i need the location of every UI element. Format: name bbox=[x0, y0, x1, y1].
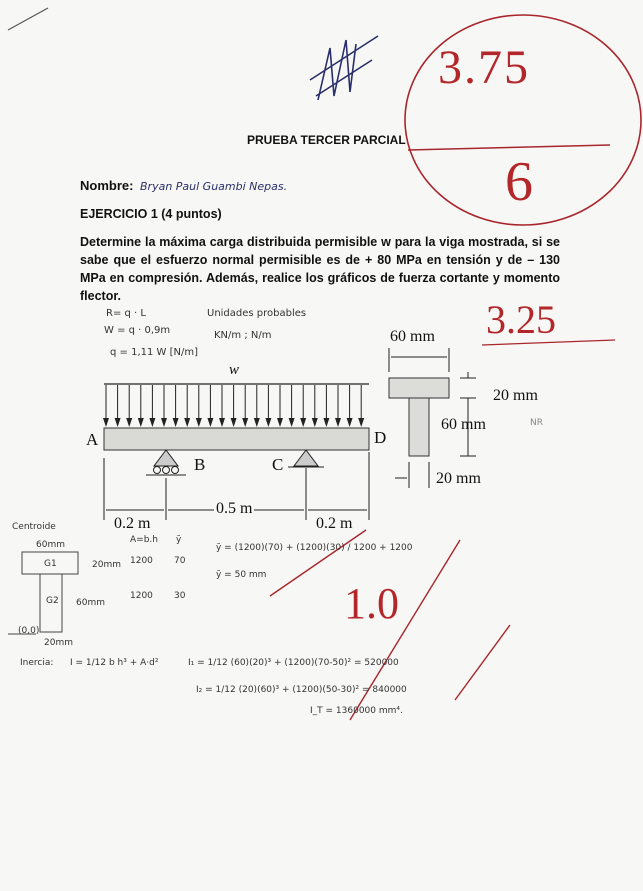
load-arrow-head bbox=[103, 418, 109, 427]
dim-mid: 0.5 m bbox=[216, 500, 253, 517]
exercise-statement: Determine la máxima carga distribuida permisible w para la viga mostrada, si se sabe que el esfuerzo normal permisible es de + 80 MPa en tensión y de – 130 MPa en compresión. Además, realice los gráficos de fuerza cortante y momento flector. bbox=[80, 235, 560, 303]
support-b bbox=[154, 450, 178, 466]
note-units-label: Unidades probables bbox=[207, 308, 307, 319]
centroid-r2-area: 1200 bbox=[130, 591, 153, 601]
centroid-bottom-width: 20mm bbox=[44, 638, 73, 648]
section-mark: NR bbox=[530, 418, 543, 428]
load-arrow-head bbox=[265, 418, 271, 427]
centroid-part1: G1 bbox=[44, 559, 57, 569]
load-arrow-head bbox=[289, 418, 295, 427]
centroid-origin: (0,0) bbox=[18, 626, 40, 636]
section-flange: 20 mm bbox=[493, 387, 538, 404]
load-arrow-head bbox=[347, 418, 353, 427]
name-label: Nombre: bbox=[80, 178, 134, 193]
load-arrow-head bbox=[196, 418, 202, 427]
load-arrow-head bbox=[207, 418, 213, 427]
side-score: 1.0 bbox=[344, 579, 399, 628]
inertia-total: I_T = 1360000 mm⁴. bbox=[310, 706, 403, 716]
note-units: KN/m ; N/m bbox=[214, 330, 272, 341]
load-arrow-head bbox=[184, 418, 190, 427]
support-c bbox=[294, 450, 318, 466]
load-arrow-head bbox=[312, 418, 318, 427]
note-q: q = 1,11 W [N/m] bbox=[110, 347, 198, 358]
partial-score: 3.25 bbox=[486, 297, 556, 342]
section-web-width: 20 mm bbox=[436, 470, 481, 487]
t-web bbox=[409, 398, 429, 456]
load-arrow-head bbox=[173, 418, 179, 427]
load-arrow-head bbox=[300, 418, 306, 427]
centroid-col-y: ȳ bbox=[176, 535, 182, 545]
note-r: R= q · L bbox=[106, 308, 146, 319]
page-title: PRUEBA TERCER PARCIAL bbox=[247, 133, 406, 147]
inertia-i2: I₂ = 1/12 (20)(60)³ + (1200)(50-30)² = 840000 bbox=[196, 685, 407, 695]
load-arrow-head bbox=[254, 418, 260, 427]
point-b-label: B bbox=[194, 455, 206, 474]
load-arrow-head bbox=[219, 418, 225, 427]
load-arrow-head bbox=[277, 418, 283, 427]
inertia-label: Inercia: bbox=[20, 658, 54, 668]
dim-right: 0.2 m bbox=[316, 515, 353, 532]
section-web-height: 60 mm bbox=[441, 416, 486, 433]
centroid-r1-area: 1200 bbox=[130, 556, 153, 566]
load-arrow-head bbox=[138, 418, 144, 427]
dim-left: 0.2 m bbox=[114, 515, 151, 532]
centroid-part2: G2 bbox=[46, 596, 59, 606]
load-arrow-head bbox=[323, 418, 329, 427]
inertia-formula: I = 1/12 b h³ + A·d² bbox=[70, 658, 159, 668]
load-arrow-head bbox=[149, 418, 155, 427]
grade-numerator: 3.75 bbox=[438, 41, 530, 94]
load-arrow-head bbox=[115, 418, 121, 427]
point-c-label: C bbox=[272, 455, 284, 474]
load-label: w bbox=[229, 362, 240, 378]
centroid-r1-y: 70 bbox=[174, 556, 186, 566]
centroid-ybar-eq: ȳ = (1200)(70) + (1200)(30) / 1200 + 1200 bbox=[216, 543, 413, 553]
inertia-i1: I₁ = 1/12 (60)(20)³ + (1200)(70-50)² = 520000 bbox=[188, 658, 399, 668]
centroid-label: Centroide bbox=[12, 522, 56, 532]
centroid-ybar: ȳ = 50 mm bbox=[216, 570, 267, 580]
student-name: Bryan Paul Guambi Nepas. bbox=[140, 180, 288, 193]
point-a-label: A bbox=[86, 430, 99, 449]
distributed-load-arrows bbox=[103, 385, 364, 427]
centroid-h1: 20mm bbox=[92, 560, 121, 570]
centroid-top-width: 60mm bbox=[36, 540, 65, 550]
note-w: W = q · 0,9m bbox=[104, 325, 171, 336]
exercise-heading: EJERCICIO 1 (4 puntos) bbox=[80, 207, 222, 221]
centroid-col-area: A=b.h bbox=[130, 535, 158, 545]
load-arrow-head bbox=[242, 418, 248, 427]
load-arrow-head bbox=[126, 418, 132, 427]
load-arrow-head bbox=[358, 418, 364, 427]
load-arrow-head bbox=[161, 418, 167, 427]
load-arrow-head bbox=[335, 418, 341, 427]
centroid-h2: 60mm bbox=[76, 598, 105, 608]
load-arrow-head bbox=[231, 418, 237, 427]
t-flange bbox=[389, 378, 449, 398]
section-width: 60 mm bbox=[390, 328, 435, 345]
point-d-label: D bbox=[374, 428, 387, 447]
beam-body bbox=[104, 428, 369, 450]
grade-denominator: 6 bbox=[505, 151, 533, 213]
centroid-r2-y: 30 bbox=[174, 591, 186, 601]
